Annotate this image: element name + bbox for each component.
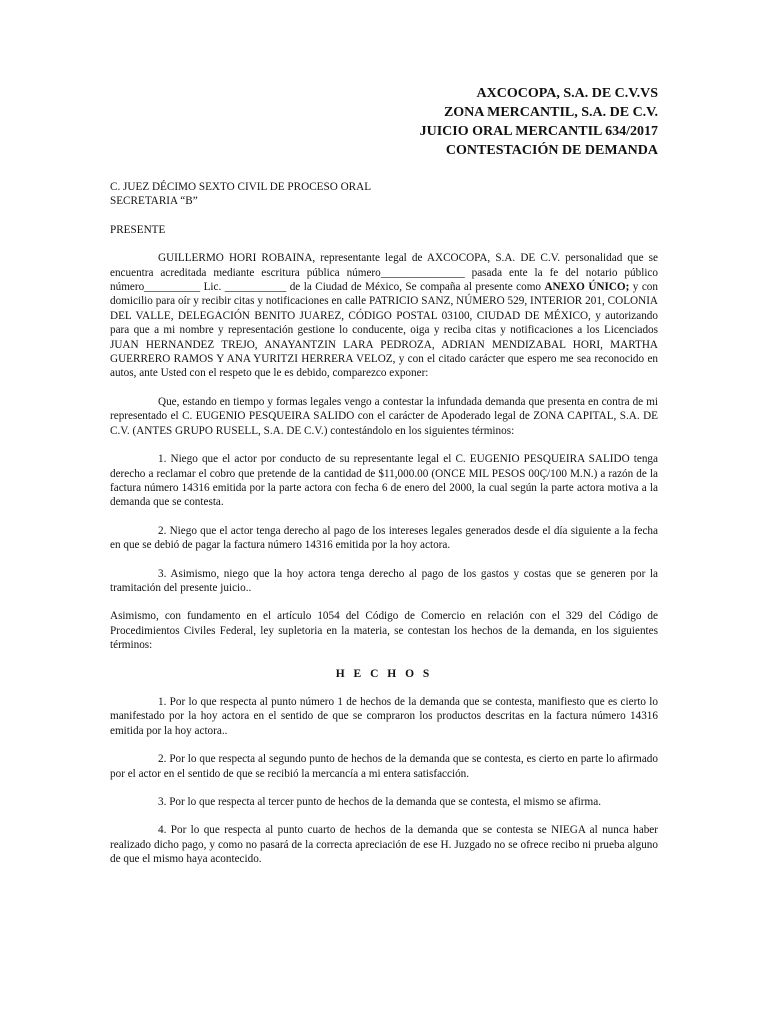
heading-document-type: CONTESTACIÓN DE DEMANDA [445,143,658,158]
heading-counterparty-line: ZONA MERCANTIL, S.A. DE C.V. [443,105,658,120]
hecho-4-paragraph: 4. Por lo que respecta al punto cuarto de hechos de la demanda que se contesta se NIEGA al nunca haber realizado dicho pago, y como no pasará de la correcta apreciación de ese H. Juzgado no se ofrece recibo ni prueba alguno de que el mismo haya acontecido. [110,824,658,866]
point-3-paragraph: 3. Asimismo, niego que la hoy actora tenga derecho al pago de los gastos y costas que se generen por la tramitación del presente juicio.. [110,567,658,594]
case-heading [420,84,658,160]
intro-paragraph: GUILLERMO HORI ROBAINA, representante legal de AXCOCOPA, S.A. DE C.V. personalidad que se encuentra acreditada mediante escritura pública número_______________ pasada ente la fe del notario público número__________ Lic. ___________ de la Ciudad de México, Se compaña al presente como ANEXO ÚNICO; y con domicilio para oír y recibir citas y notificaciones en calle PATRICIO SANZ, NÚMERO 529, INTERIOR 201, COLONIA DEL VALLE, DELEGACIÓN BENITO JUAREZ, CÓDIGO POSTAL 03100, CIUDAD DE MÉXICO, y autorizando para que a mi nombre y representación gestione lo conducente, oiga y reciba citas y notificaciones a los Licenciados JUAN HERNANDEZ TREJO, ANAYANTZIN LARA PEDROZA, ADRIAN MENDIZABAL HORI, MARTHA GUERRERO RAMOS Y ANA YURITZI HERRERA VELOZ, y con el citado carácter que espero me sea reconocido en autos, ante Usted con el respeto que le es debido, comparezco exponer: [110,252,658,380]
hecho-3-paragraph: 3. Por lo que respecta al tercer punto de hechos de la demanda que se contesta, el mismo se afirma. [158,796,601,808]
hecho-2-paragraph: 2. Por lo que respecta al segundo punto de hechos de la demanda que se contesta, es cierto en parte lo afirmado por el actor en el sentido de que se recibió la mercancía a mi entera satisfacción. [110,753,658,780]
anexo-unico-text: ANEXO ÚNICO; [544,281,630,294]
document-body [110,180,658,881]
asimismo-paragraph: Asimismo, con fundamento en el artículo 1054 del Código de Comercio en relación con el 329 del Código de Procedimientos Civiles Federal, ley supletoria en la materia, se contestan los hechos de la demanda, en los siguientes términos: [110,610,658,652]
addressee-presente: PRESENTE [110,223,166,236]
addressee-secretary: SECRETARIA “B” [110,195,198,208]
hechos-heading: H E C H O S [335,667,433,680]
heading-parties-line: AXCOCOPA, S.A. DE C.V.VS [476,86,658,101]
heading-case-number: JUICIO ORAL MERCANTIL 634/2017 [419,124,658,139]
point-2-paragraph: 2. Niego que el actor tenga derecho al pago de los intereses legales generados desde el día siguiente a la fecha en que se debió de pagar la factura número 14316 emitida por la hoy actora. [110,524,658,552]
que-paragraph: Que, estando en tiempo y formas legales vengo a contestar la infundada demanda que presenta en contra de mi representado el C. EUGENIO PESQUEIRA SALIDO con el carácter de Apoderado legal de ZONA CAPITAL, S.A. DE C.V. (ANTES GRUPO RUSELL, S.A. DE C.V.) contestándolo en los siguientes términos: [110,395,658,437]
hecho-1-paragraph: 1. Por lo que respecta al punto número 1 de hechos de la demanda que se contesta, manifiesto que es cierto lo manifestado por la hoy actora en el sentido de que se compraron los productos descritas en la factura número 14316 emitida por la hoy actora.. [110,695,658,737]
addressee-judge: C. JUEZ DÉCIMO SEXTO CIVIL DE PROCESO ORAL [110,181,372,193]
point-1-paragraph: 1. Niego que el actor por conducto de su representante legal el C. EUGENIO PESQUEIRA SALIDO tenga derecho a reclamar el cobro que pretende de la cantidad de $11,000.00 (ONCE MIL PESOS 00Ç/100 M.N.) a razón de la factura número 14316 emitida por la parte actora con fecha 6 de enero del 2000, la cual según la parte actora motiva a la demanda que se contesta. [110,453,658,509]
